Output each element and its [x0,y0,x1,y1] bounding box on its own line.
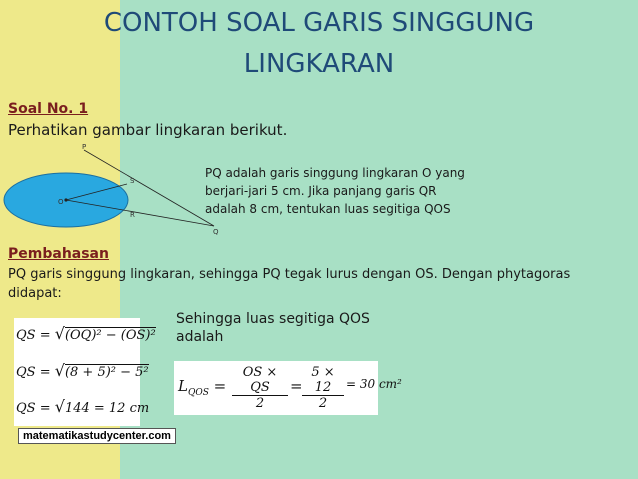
label-r: R [130,211,135,219]
area-fraction-2-denominator: 2 [318,396,328,411]
question-heading: Soal No. 1 [8,101,89,117]
pythagoras-formula-block [14,318,156,426]
formula-1-lhs: QS = [16,328,55,343]
area-fraction-1-denominator: 2 [255,396,265,411]
page-title-line1: CONTOH SOAL GARIS SINGGUNG [103,8,535,38]
label-o: O [58,198,64,206]
label-s: S [130,177,135,185]
area-equals: = [290,377,303,395]
formula-3-lhs: QS = [16,401,55,416]
formula-line-2: QS = √(8 + 5)² − 5² [16,361,149,380]
area-result: = 30 cm² [346,377,402,391]
formula-2-lhs: QS = [16,365,55,380]
label-p: P [82,143,87,151]
solution-heading: Pembahasan [8,246,109,262]
area-lhs-subscript: QOS [187,388,209,398]
area-fraction-2-numerator: 5 × 12 [302,365,344,396]
question-text-line2: berjari-jari 5 cm. Jika panjang garis QR [205,184,437,198]
tangent-circle-diagram [2,138,230,238]
area-text-line2: adalah [176,329,224,345]
label-q: Q [213,228,219,236]
solution-line2: didapat: [8,286,62,301]
formula-1-radicand: (OQ)² − (OS)² [64,328,156,343]
formula-line-3: QS = √144 = 12 cm [16,397,150,416]
formula-2-radicand: (8 + 5)² − 5² [64,365,149,380]
page-title-line2: LINGKARAN [243,49,395,79]
area-fraction-2 [302,365,344,411]
area-text-line1: Sehingga luas segitiga QOS [176,311,370,327]
area-formula-block [174,361,402,415]
area-fraction-1 [232,365,288,411]
formula-3-radicand: 144 = 12 cm [64,401,150,416]
question-text-line3: adalah 8 cm, tentukan luas segitiga QOS [205,202,451,216]
center-point [64,198,67,201]
question-intro: Perhatikan gambar lingkaran berikut. [8,121,288,139]
formula-line-1: QS = √(OQ)² − (OS)² [16,324,156,343]
source-label: matematikastudycenter.com [18,428,176,444]
question-text-line1: PQ adalah garis singgung lingkaran O yang [205,166,465,180]
area-lhs: $L_{QOS}$ = [178,377,227,398]
area-fraction-1-numerator: OS × QS [232,365,288,396]
solution-line1: PQ garis singgung lingkaran, sehingga PQ tegak lurus dengan OS. Dengan phytagoras [8,267,571,282]
